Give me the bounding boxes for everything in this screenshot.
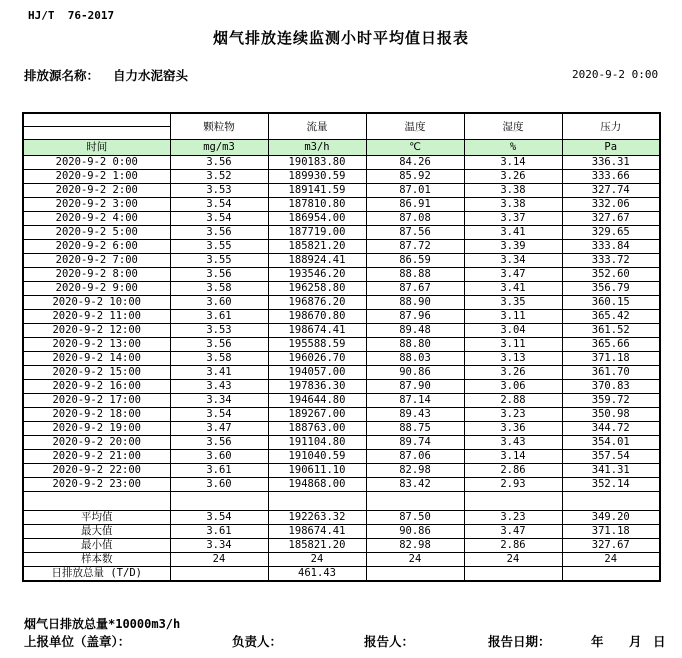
table-row: [23, 478, 660, 492]
value-cell: 196258.80: [268, 282, 366, 296]
time-cell: 2020-9-2 9:00: [23, 282, 170, 296]
time-cell: 2020-9-2 17:00: [23, 394, 170, 408]
value-cell: 327.74: [562, 184, 660, 198]
year-label: 年: [591, 634, 604, 649]
value-cell: 3.04: [464, 324, 562, 338]
value-cell: 3.56: [170, 338, 268, 352]
summary-label: 样本数: [23, 553, 170, 567]
data-rows: [23, 156, 660, 492]
value-cell: 88.90: [366, 296, 464, 310]
value-cell: 89.48: [366, 324, 464, 338]
summary-value-cell: 3.23: [464, 511, 562, 525]
report-unit-label: 上报单位（盖章）：: [24, 634, 131, 649]
summary-value-cell: 90.86: [366, 525, 464, 539]
day-label: 日: [653, 634, 666, 649]
time-cell: 2020-9-2 15:00: [23, 366, 170, 380]
value-cell: 88.03: [366, 352, 464, 366]
value-cell: 195588.59: [268, 338, 366, 352]
value-cell: 87.56: [366, 226, 464, 240]
value-cell: 3.14: [464, 450, 562, 464]
units-row: [23, 140, 660, 156]
value-cell: 3.39: [464, 240, 562, 254]
value-cell: 3.34: [170, 394, 268, 408]
value-cell: 357.54: [562, 450, 660, 464]
unit-temperature: ℃: [366, 140, 464, 156]
value-cell: 3.47: [170, 422, 268, 436]
time-cell: 2020-9-2 16:00: [23, 380, 170, 394]
value-cell: 90.86: [366, 366, 464, 380]
emission-source-line: [24, 66, 188, 84]
value-cell: 329.65: [562, 226, 660, 240]
time-cell: 2020-9-2 4:00: [23, 212, 170, 226]
value-cell: 194644.80: [268, 394, 366, 408]
col-header-temperature: 温度: [366, 113, 464, 140]
table-row: [23, 226, 660, 240]
value-cell: 87.08: [366, 212, 464, 226]
table-row: [23, 408, 660, 422]
value-cell: 198670.80: [268, 310, 366, 324]
value-cell: 3.55: [170, 254, 268, 268]
value-cell: 3.11: [464, 338, 562, 352]
unit-pressure: Pa: [562, 140, 660, 156]
value-cell: 190183.80: [268, 156, 366, 170]
summary-value-cell: 3.47: [464, 525, 562, 539]
value-cell: 370.83: [562, 380, 660, 394]
summary-value-cell: [366, 567, 464, 582]
time-cell: 2020-9-2 23:00: [23, 478, 170, 492]
summary-value-cell: 24: [562, 553, 660, 567]
time-header-blank-bottom: [23, 127, 170, 140]
time-cell: 2020-9-2 8:00: [23, 268, 170, 282]
time-cell: 2020-9-2 20:00: [23, 436, 170, 450]
value-cell: 3.54: [170, 212, 268, 226]
time-header-blank-top: [23, 113, 170, 127]
value-cell: 84.26: [366, 156, 464, 170]
time-cell: 2020-9-2 1:00: [23, 170, 170, 184]
value-cell: 3.06: [464, 380, 562, 394]
value-cell: 3.52: [170, 170, 268, 184]
summary-rows: [23, 511, 660, 582]
value-cell: 361.70: [562, 366, 660, 380]
value-cell: 82.98: [366, 464, 464, 478]
value-cell: 3.38: [464, 198, 562, 212]
time-cell: 2020-9-2 3:00: [23, 198, 170, 212]
value-cell: 3.56: [170, 156, 268, 170]
table-row: [23, 464, 660, 478]
monitoring-table: [22, 112, 661, 582]
summary-label: 平均值: [23, 511, 170, 525]
summary-value-cell: 87.50: [366, 511, 464, 525]
summary-row: [23, 539, 660, 553]
value-cell: 3.58: [170, 352, 268, 366]
value-cell: 197836.30: [268, 380, 366, 394]
month-label: 月: [629, 634, 642, 649]
value-cell: 3.56: [170, 226, 268, 240]
page-title: 烟气排放连续监测小时平均值日报表: [212, 29, 469, 47]
value-cell: 365.42: [562, 310, 660, 324]
value-cell: 193546.20: [268, 268, 366, 282]
value-cell: 194868.00: [268, 478, 366, 492]
summary-value-cell: 3.34: [170, 539, 268, 553]
value-cell: 85.92: [366, 170, 464, 184]
value-cell: 3.60: [170, 450, 268, 464]
value-cell: 3.60: [170, 296, 268, 310]
value-cell: 3.61: [170, 310, 268, 324]
value-cell: 3.36: [464, 422, 562, 436]
time-cell: 2020-9-2 7:00: [23, 254, 170, 268]
time-cell: 2020-9-2 13:00: [23, 338, 170, 352]
unit-particulate: mg/m3: [170, 140, 268, 156]
summary-value-cell: 3.54: [170, 511, 268, 525]
value-cell: 3.43: [170, 380, 268, 394]
value-cell: 187810.80: [268, 198, 366, 212]
header-row-top: [23, 113, 660, 127]
table-row: [23, 422, 660, 436]
value-cell: 360.15: [562, 296, 660, 310]
value-cell: 87.67: [366, 282, 464, 296]
value-cell: 3.41: [464, 282, 562, 296]
table-row: [23, 184, 660, 198]
value-cell: 186954.00: [268, 212, 366, 226]
value-cell: 3.47: [464, 268, 562, 282]
signature-line: [0, 632, 682, 648]
value-cell: 3.23: [464, 408, 562, 422]
value-cell: 332.06: [562, 198, 660, 212]
emission-source-name: 自力水泥窑头: [113, 68, 189, 83]
value-cell: 87.06: [366, 450, 464, 464]
standard-number: HJ/T 76-2017: [28, 9, 115, 22]
value-cell: 3.61: [170, 464, 268, 478]
value-cell: 87.90: [366, 380, 464, 394]
table-row: [23, 296, 660, 310]
summary-value-cell: 24: [464, 553, 562, 567]
value-cell: 2.88: [464, 394, 562, 408]
value-cell: 3.56: [170, 436, 268, 450]
summary-label: 最大值: [23, 525, 170, 539]
summary-value-cell: 371.18: [562, 525, 660, 539]
value-cell: 188924.41: [268, 254, 366, 268]
value-cell: 189141.59: [268, 184, 366, 198]
value-cell: 365.66: [562, 338, 660, 352]
col-header-humidity: 湿度: [464, 113, 562, 140]
summary-value-cell: [562, 567, 660, 582]
value-cell: 336.31: [562, 156, 660, 170]
value-cell: 196026.70: [268, 352, 366, 366]
value-cell: 3.54: [170, 408, 268, 422]
value-cell: 350.98: [562, 408, 660, 422]
value-cell: 187719.00: [268, 226, 366, 240]
table-header-band: [23, 113, 660, 156]
col-header-particulate: 颗粒物: [170, 113, 268, 140]
table-row: [23, 156, 660, 170]
table-row: [23, 436, 660, 450]
value-cell: 88.75: [366, 422, 464, 436]
value-cell: 87.72: [366, 240, 464, 254]
summary-value-cell: 327.67: [562, 539, 660, 553]
value-cell: 88.80: [366, 338, 464, 352]
value-cell: 188763.00: [268, 422, 366, 436]
table-row: [23, 394, 660, 408]
value-cell: 191040.59: [268, 450, 366, 464]
summary-value-cell: 2.86: [464, 539, 562, 553]
value-cell: 3.41: [170, 366, 268, 380]
value-cell: 3.60: [170, 478, 268, 492]
time-cell: 2020-9-2 6:00: [23, 240, 170, 254]
value-cell: 3.54: [170, 198, 268, 212]
total-emission-note: 烟气日排放总量*10000m3/h: [24, 617, 181, 631]
time-cell: 2020-9-2 12:00: [23, 324, 170, 338]
value-cell: 356.79: [562, 282, 660, 296]
value-cell: 3.56: [170, 268, 268, 282]
value-cell: 185821.20: [268, 240, 366, 254]
summary-row: [23, 511, 660, 525]
value-cell: 89.43: [366, 408, 464, 422]
value-cell: 89.74: [366, 436, 464, 450]
table-row: [23, 198, 660, 212]
summary-value-cell: 192263.32: [268, 511, 366, 525]
value-cell: 3.26: [464, 170, 562, 184]
emission-source-label: 排放源名称：: [24, 68, 100, 83]
value-cell: 3.53: [170, 324, 268, 338]
value-cell: 2.86: [464, 464, 562, 478]
value-cell: 194057.00: [268, 366, 366, 380]
value-cell: 3.14: [464, 156, 562, 170]
table-row: [23, 212, 660, 226]
value-cell: 3.13: [464, 352, 562, 366]
value-cell: 359.72: [562, 394, 660, 408]
time-cell: 2020-9-2 5:00: [23, 226, 170, 240]
value-cell: 189930.59: [268, 170, 366, 184]
value-cell: 196876.20: [268, 296, 366, 310]
table-row: [23, 352, 660, 366]
spacer-band: [23, 492, 660, 511]
value-cell: 86.59: [366, 254, 464, 268]
summary-value-cell: 349.20: [562, 511, 660, 525]
value-cell: 333.72: [562, 254, 660, 268]
value-cell: 190611.10: [268, 464, 366, 478]
table-row: [23, 324, 660, 338]
table-row: [23, 380, 660, 394]
summary-value-cell: [464, 567, 562, 582]
summary-value-cell: 461.43: [268, 567, 366, 582]
value-cell: 88.88: [366, 268, 464, 282]
spacer-row: [23, 492, 660, 511]
value-cell: 3.38: [464, 184, 562, 198]
value-cell: 3.34: [464, 254, 562, 268]
reporter-label: 报告人：: [364, 634, 415, 649]
value-cell: 352.60: [562, 268, 660, 282]
report-datetime: 2020-9-2 0:00: [572, 68, 659, 81]
time-cell: 2020-9-2 2:00: [23, 184, 170, 198]
value-cell: 3.43: [464, 436, 562, 450]
time-column-header: 时间: [23, 140, 170, 156]
value-cell: 3.53: [170, 184, 268, 198]
value-cell: 361.52: [562, 324, 660, 338]
time-cell: 2020-9-2 19:00: [23, 422, 170, 436]
value-cell: 3.26: [464, 366, 562, 380]
time-cell: 2020-9-2 22:00: [23, 464, 170, 478]
summary-value-cell: 82.98: [366, 539, 464, 553]
summary-value-cell: 24: [268, 553, 366, 567]
value-cell: 87.96: [366, 310, 464, 324]
table-row: [23, 240, 660, 254]
value-cell: 352.14: [562, 478, 660, 492]
summary-value-cell: 198674.41: [268, 525, 366, 539]
unit-humidity: %: [464, 140, 562, 156]
value-cell: 83.42: [366, 478, 464, 492]
value-cell: 327.67: [562, 212, 660, 226]
value-cell: 3.37: [464, 212, 562, 226]
value-cell: 86.91: [366, 198, 464, 212]
value-cell: 341.31: [562, 464, 660, 478]
time-cell: 2020-9-2 11:00: [23, 310, 170, 324]
report-date-label: 报告日期：: [488, 634, 551, 649]
summary-row: [23, 567, 660, 582]
value-cell: 333.66: [562, 170, 660, 184]
table-row: [23, 268, 660, 282]
value-cell: 3.35: [464, 296, 562, 310]
table-row: [23, 310, 660, 324]
value-cell: 3.58: [170, 282, 268, 296]
responsible-person-label: 负责人：: [232, 634, 283, 649]
value-cell: 87.01: [366, 184, 464, 198]
time-cell: 2020-9-2 18:00: [23, 408, 170, 422]
col-header-pressure: 压力: [562, 113, 660, 140]
summary-row: [23, 553, 660, 567]
value-cell: 191104.80: [268, 436, 366, 450]
summary-value-cell: 24: [170, 553, 268, 567]
value-cell: 3.11: [464, 310, 562, 324]
summary-value-cell: 3.61: [170, 525, 268, 539]
table-row: [23, 366, 660, 380]
summary-value-cell: 185821.20: [268, 539, 366, 553]
value-cell: 344.72: [562, 422, 660, 436]
table-row: [23, 254, 660, 268]
time-cell: 2020-9-2 21:00: [23, 450, 170, 464]
value-cell: 3.41: [464, 226, 562, 240]
value-cell: 2.93: [464, 478, 562, 492]
unit-flow: m3/h: [268, 140, 366, 156]
time-cell: 2020-9-2 14:00: [23, 352, 170, 366]
value-cell: 198674.41: [268, 324, 366, 338]
value-cell: 354.01: [562, 436, 660, 450]
summary-value-cell: 24: [366, 553, 464, 567]
value-cell: 3.55: [170, 240, 268, 254]
value-cell: 333.84: [562, 240, 660, 254]
time-cell: 2020-9-2 0:00: [23, 156, 170, 170]
value-cell: 189267.00: [268, 408, 366, 422]
table-row: [23, 450, 660, 464]
summary-label: 最小值: [23, 539, 170, 553]
table-row: [23, 170, 660, 184]
table-row: [23, 282, 660, 296]
col-header-flow: 流量: [268, 113, 366, 140]
value-cell: 371.18: [562, 352, 660, 366]
table-row: [23, 338, 660, 352]
value-cell: 87.14: [366, 394, 464, 408]
summary-row: [23, 525, 660, 539]
time-cell: 2020-9-2 10:00: [23, 296, 170, 310]
summary-value-cell: [170, 567, 268, 582]
summary-label: 日排放总量 (T/D): [23, 567, 170, 582]
